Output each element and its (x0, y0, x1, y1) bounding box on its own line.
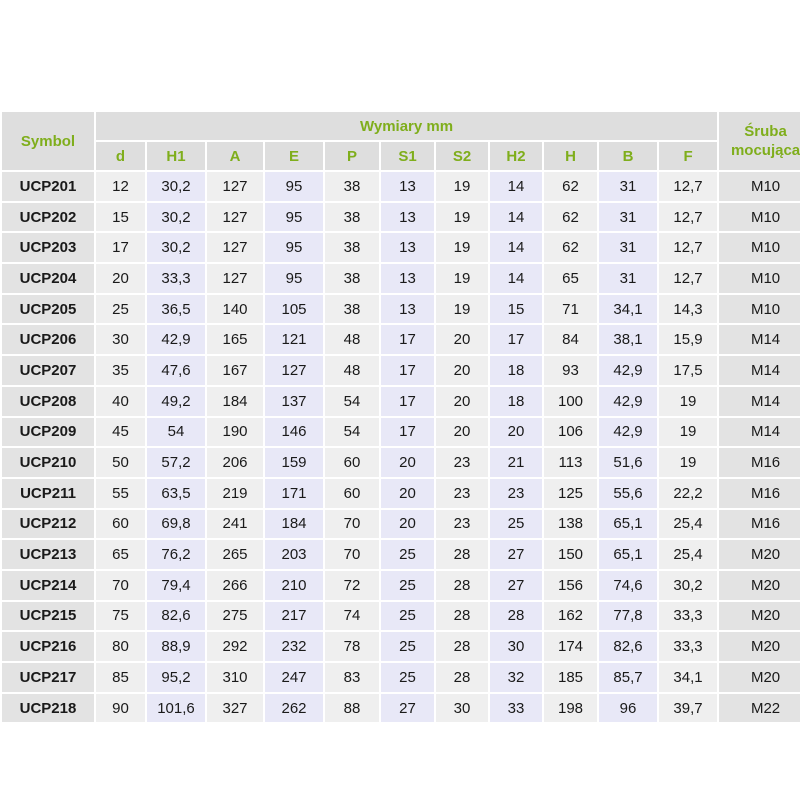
value-cell: 23 (490, 479, 542, 508)
value-cell: 23 (436, 448, 488, 477)
value-cell: 100 (544, 387, 597, 416)
value-cell: 21 (490, 448, 542, 477)
value-cell: 101,6 (147, 694, 205, 723)
value-cell: 74,6 (599, 571, 657, 600)
value-cell: 137 (265, 387, 323, 416)
value-cell: 138 (544, 510, 597, 539)
value-cell: 185 (544, 663, 597, 692)
value-cell: 38 (325, 233, 379, 262)
value-cell: 49,2 (147, 387, 205, 416)
table-row (2, 418, 800, 447)
value-cell: 140 (207, 295, 263, 324)
value-cell: 14 (490, 203, 542, 232)
value-cell: 167 (207, 356, 263, 385)
value-cell: 60 (325, 479, 379, 508)
value-cell: 210 (265, 571, 323, 600)
value-cell: 106 (544, 418, 597, 447)
value-cell: 266 (207, 571, 263, 600)
value-cell: 31 (599, 264, 657, 293)
screw-cell: M14 (719, 387, 800, 416)
value-cell: 17 (381, 325, 434, 354)
screw-cell: M20 (719, 571, 800, 600)
value-cell: 71 (544, 295, 597, 324)
value-cell: 113 (544, 448, 597, 477)
value-cell: 184 (207, 387, 263, 416)
value-cell: 23 (436, 510, 488, 539)
value-cell: 33,3 (147, 264, 205, 293)
value-cell: 95 (265, 203, 323, 232)
symbol-cell: UCP202 (2, 203, 94, 232)
value-cell: 17 (96, 233, 145, 262)
screw-cell: M10 (719, 203, 800, 232)
table-row (2, 448, 800, 477)
table-row (2, 295, 800, 324)
value-cell: 38,1 (599, 325, 657, 354)
value-cell: 78 (325, 632, 379, 661)
value-cell: 30,2 (147, 203, 205, 232)
value-cell: 20 (436, 387, 488, 416)
value-cell: 127 (207, 264, 263, 293)
value-cell: 241 (207, 510, 263, 539)
column-header: H1 (147, 142, 205, 170)
symbol-cell: UCP209 (2, 418, 94, 447)
value-cell: 262 (265, 694, 323, 723)
value-cell: 28 (436, 602, 488, 631)
value-cell: 20 (381, 448, 434, 477)
value-cell: 15 (96, 203, 145, 232)
value-cell: 95,2 (147, 663, 205, 692)
symbol-cell: UCP216 (2, 632, 94, 661)
value-cell: 18 (490, 356, 542, 385)
value-cell: 34,1 (659, 663, 717, 692)
table-row (2, 387, 800, 416)
value-cell: 38 (325, 203, 379, 232)
value-cell: 88,9 (147, 632, 205, 661)
value-cell: 39,7 (659, 694, 717, 723)
value-cell: 15,9 (659, 325, 717, 354)
value-cell: 62 (544, 172, 597, 201)
screw-cell: M16 (719, 510, 800, 539)
value-cell: 47,6 (147, 356, 205, 385)
column-header: H (544, 142, 597, 170)
value-cell: 36,5 (147, 295, 205, 324)
value-cell: 62 (544, 203, 597, 232)
screw-header (719, 112, 800, 170)
table-row (2, 203, 800, 232)
value-cell: 127 (265, 356, 323, 385)
value-cell: 55 (96, 479, 145, 508)
symbol-cell: UCP207 (2, 356, 94, 385)
table-row (2, 571, 800, 600)
screw-cell: M14 (719, 325, 800, 354)
value-cell: 95 (265, 264, 323, 293)
value-cell: 105 (265, 295, 323, 324)
value-cell: 127 (207, 203, 263, 232)
screw-header-line2: mocująca (730, 142, 800, 159)
screw-cell: M10 (719, 233, 800, 262)
value-cell: 23 (436, 479, 488, 508)
value-cell: 65,1 (599, 510, 657, 539)
value-cell: 85,7 (599, 663, 657, 692)
value-cell: 150 (544, 540, 597, 569)
value-cell: 82,6 (599, 632, 657, 661)
column-header: P (325, 142, 379, 170)
value-cell: 38 (325, 295, 379, 324)
value-cell: 162 (544, 602, 597, 631)
value-cell: 65,1 (599, 540, 657, 569)
value-cell: 15 (490, 295, 542, 324)
symbol-cell: UCP201 (2, 172, 94, 201)
value-cell: 25 (381, 663, 434, 692)
screw-cell: M20 (719, 632, 800, 661)
value-cell: 51,6 (599, 448, 657, 477)
value-cell: 42,9 (599, 356, 657, 385)
value-cell: 45 (96, 418, 145, 447)
value-cell: 31 (599, 233, 657, 262)
column-header: d (96, 142, 145, 170)
screw-cell: M20 (719, 663, 800, 692)
value-cell: 25,4 (659, 510, 717, 539)
screw-cell: M22 (719, 694, 800, 723)
value-cell: 25 (381, 540, 434, 569)
value-cell: 19 (436, 172, 488, 201)
value-cell: 14,3 (659, 295, 717, 324)
value-cell: 25 (381, 602, 434, 631)
column-header: F (659, 142, 717, 170)
symbol-cell: UCP214 (2, 571, 94, 600)
value-cell: 25 (490, 510, 542, 539)
value-cell: 34,1 (599, 295, 657, 324)
value-cell: 12,7 (659, 264, 717, 293)
value-cell: 30,2 (147, 233, 205, 262)
value-cell: 12,7 (659, 203, 717, 232)
value-cell: 13 (381, 203, 434, 232)
value-cell: 159 (265, 448, 323, 477)
value-cell: 50 (96, 448, 145, 477)
value-cell: 65 (544, 264, 597, 293)
value-cell: 19 (436, 233, 488, 262)
value-cell: 18 (490, 387, 542, 416)
value-cell: 60 (96, 510, 145, 539)
value-cell: 292 (207, 632, 263, 661)
value-cell: 93 (544, 356, 597, 385)
table-row (2, 632, 800, 661)
value-cell: 25,4 (659, 540, 717, 569)
value-cell: 84 (544, 325, 597, 354)
value-cell: 79,4 (147, 571, 205, 600)
value-cell: 327 (207, 694, 263, 723)
symbol-cell: UCP206 (2, 325, 94, 354)
screw-header-line1: Śruba (744, 123, 787, 140)
value-cell: 54 (325, 387, 379, 416)
table-row (2, 540, 800, 569)
value-cell: 265 (207, 540, 263, 569)
value-cell: 171 (265, 479, 323, 508)
value-cell: 57,2 (147, 448, 205, 477)
value-cell: 14 (490, 233, 542, 262)
value-cell: 13 (381, 295, 434, 324)
value-cell: 19 (436, 295, 488, 324)
symbol-cell: UCP215 (2, 602, 94, 631)
value-cell: 42,9 (147, 325, 205, 354)
value-cell: 80 (96, 632, 145, 661)
value-cell: 12 (96, 172, 145, 201)
dimensions-table (0, 110, 800, 724)
screw-cell: M10 (719, 172, 800, 201)
value-cell: 96 (599, 694, 657, 723)
value-cell: 156 (544, 571, 597, 600)
value-cell: 20 (436, 418, 488, 447)
value-cell: 83 (325, 663, 379, 692)
screw-cell: M14 (719, 418, 800, 447)
value-cell: 63,5 (147, 479, 205, 508)
value-cell: 88 (325, 694, 379, 723)
value-cell: 38 (325, 172, 379, 201)
value-cell: 25 (96, 295, 145, 324)
value-cell: 310 (207, 663, 263, 692)
value-cell: 127 (207, 172, 263, 201)
value-cell: 38 (325, 264, 379, 293)
value-cell: 25 (381, 632, 434, 661)
value-cell: 165 (207, 325, 263, 354)
table-row (2, 356, 800, 385)
value-cell: 31 (599, 172, 657, 201)
value-cell: 22,2 (659, 479, 717, 508)
value-cell: 70 (325, 540, 379, 569)
column-header: E (265, 142, 323, 170)
value-cell: 217 (265, 602, 323, 631)
value-cell: 54 (325, 418, 379, 447)
value-cell: 95 (265, 172, 323, 201)
value-cell: 42,9 (599, 387, 657, 416)
table-row (2, 479, 800, 508)
value-cell: 27 (490, 540, 542, 569)
value-cell: 206 (207, 448, 263, 477)
value-cell: 198 (544, 694, 597, 723)
value-cell: 184 (265, 510, 323, 539)
value-cell: 17 (381, 356, 434, 385)
symbol-cell: UCP217 (2, 663, 94, 692)
table-row (2, 663, 800, 692)
screw-cell: M20 (719, 602, 800, 631)
value-cell: 48 (325, 356, 379, 385)
table-row (2, 264, 800, 293)
value-cell: 20 (381, 510, 434, 539)
value-cell: 27 (381, 694, 434, 723)
value-cell: 247 (265, 663, 323, 692)
value-cell: 32 (490, 663, 542, 692)
value-cell: 19 (659, 448, 717, 477)
symbol-cell: UCP211 (2, 479, 94, 508)
value-cell: 19 (436, 203, 488, 232)
table-row (2, 325, 800, 354)
value-cell: 19 (659, 387, 717, 416)
value-cell: 17 (490, 325, 542, 354)
value-cell: 85 (96, 663, 145, 692)
value-cell: 174 (544, 632, 597, 661)
column-header: A (207, 142, 263, 170)
value-cell: 77,8 (599, 602, 657, 631)
value-cell: 35 (96, 356, 145, 385)
header-row-group (2, 112, 800, 140)
symbol-header: Symbol (2, 112, 94, 170)
table-row (2, 602, 800, 631)
screw-cell: M16 (719, 479, 800, 508)
symbol-cell: UCP213 (2, 540, 94, 569)
value-cell: 72 (325, 571, 379, 600)
value-cell: 28 (436, 663, 488, 692)
value-cell: 33 (490, 694, 542, 723)
value-cell: 76,2 (147, 540, 205, 569)
value-cell: 25 (381, 571, 434, 600)
value-cell: 28 (490, 602, 542, 631)
value-cell: 30 (96, 325, 145, 354)
value-cell: 275 (207, 602, 263, 631)
value-cell: 17 (381, 387, 434, 416)
symbol-cell: UCP205 (2, 295, 94, 324)
value-cell: 17,5 (659, 356, 717, 385)
table-row (2, 233, 800, 262)
column-header: H2 (490, 142, 542, 170)
value-cell: 27 (490, 571, 542, 600)
value-cell: 219 (207, 479, 263, 508)
value-cell: 13 (381, 264, 434, 293)
value-cell: 28 (436, 571, 488, 600)
value-cell: 48 (325, 325, 379, 354)
value-cell: 74 (325, 602, 379, 631)
dimensions-table-container (0, 110, 800, 724)
value-cell: 54 (147, 418, 205, 447)
value-cell: 12,7 (659, 172, 717, 201)
value-cell: 30 (490, 632, 542, 661)
value-cell: 82,6 (147, 602, 205, 631)
value-cell: 62 (544, 233, 597, 262)
screw-cell: M10 (719, 295, 800, 324)
table-row (2, 172, 800, 201)
value-cell: 75 (96, 602, 145, 631)
value-cell: 70 (96, 571, 145, 600)
value-cell: 203 (265, 540, 323, 569)
screw-cell: M14 (719, 356, 800, 385)
value-cell: 42,9 (599, 418, 657, 447)
screw-cell: M20 (719, 540, 800, 569)
symbol-cell: UCP218 (2, 694, 94, 723)
table-row (2, 694, 800, 723)
value-cell: 20 (436, 356, 488, 385)
value-cell: 30,2 (659, 571, 717, 600)
value-cell: 20 (436, 325, 488, 354)
value-cell: 90 (96, 694, 145, 723)
value-cell: 232 (265, 632, 323, 661)
header-row-columns (2, 142, 800, 170)
value-cell: 19 (436, 264, 488, 293)
value-cell: 30,2 (147, 172, 205, 201)
value-cell: 14 (490, 172, 542, 201)
symbol-cell: UCP210 (2, 448, 94, 477)
value-cell: 95 (265, 233, 323, 262)
value-cell: 125 (544, 479, 597, 508)
value-cell: 17 (381, 418, 434, 447)
value-cell: 13 (381, 233, 434, 262)
screw-cell: M16 (719, 448, 800, 477)
value-cell: 127 (207, 233, 263, 262)
symbol-cell: UCP204 (2, 264, 94, 293)
table-row (2, 510, 800, 539)
value-cell: 60 (325, 448, 379, 477)
value-cell: 20 (96, 264, 145, 293)
column-header: S2 (436, 142, 488, 170)
column-header: S1 (381, 142, 434, 170)
value-cell: 33,3 (659, 602, 717, 631)
value-cell: 146 (265, 418, 323, 447)
value-cell: 31 (599, 203, 657, 232)
table-body (2, 172, 800, 722)
value-cell: 19 (659, 418, 717, 447)
symbol-cell: UCP212 (2, 510, 94, 539)
value-cell: 69,8 (147, 510, 205, 539)
value-cell: 33,3 (659, 632, 717, 661)
value-cell: 20 (381, 479, 434, 508)
value-cell: 40 (96, 387, 145, 416)
symbol-cell: UCP208 (2, 387, 94, 416)
value-cell: 14 (490, 264, 542, 293)
column-header: B (599, 142, 657, 170)
symbol-cell: UCP203 (2, 233, 94, 262)
value-cell: 55,6 (599, 479, 657, 508)
value-cell: 70 (325, 510, 379, 539)
value-cell: 190 (207, 418, 263, 447)
value-cell: 20 (490, 418, 542, 447)
value-cell: 12,7 (659, 233, 717, 262)
value-cell: 65 (96, 540, 145, 569)
table-header (2, 112, 800, 170)
value-cell: 28 (436, 632, 488, 661)
value-cell: 28 (436, 540, 488, 569)
value-cell: 121 (265, 325, 323, 354)
value-cell: 13 (381, 172, 434, 201)
value-cell: 30 (436, 694, 488, 723)
screw-cell: M10 (719, 264, 800, 293)
dimensions-group-header: Wymiary mm (96, 112, 717, 140)
